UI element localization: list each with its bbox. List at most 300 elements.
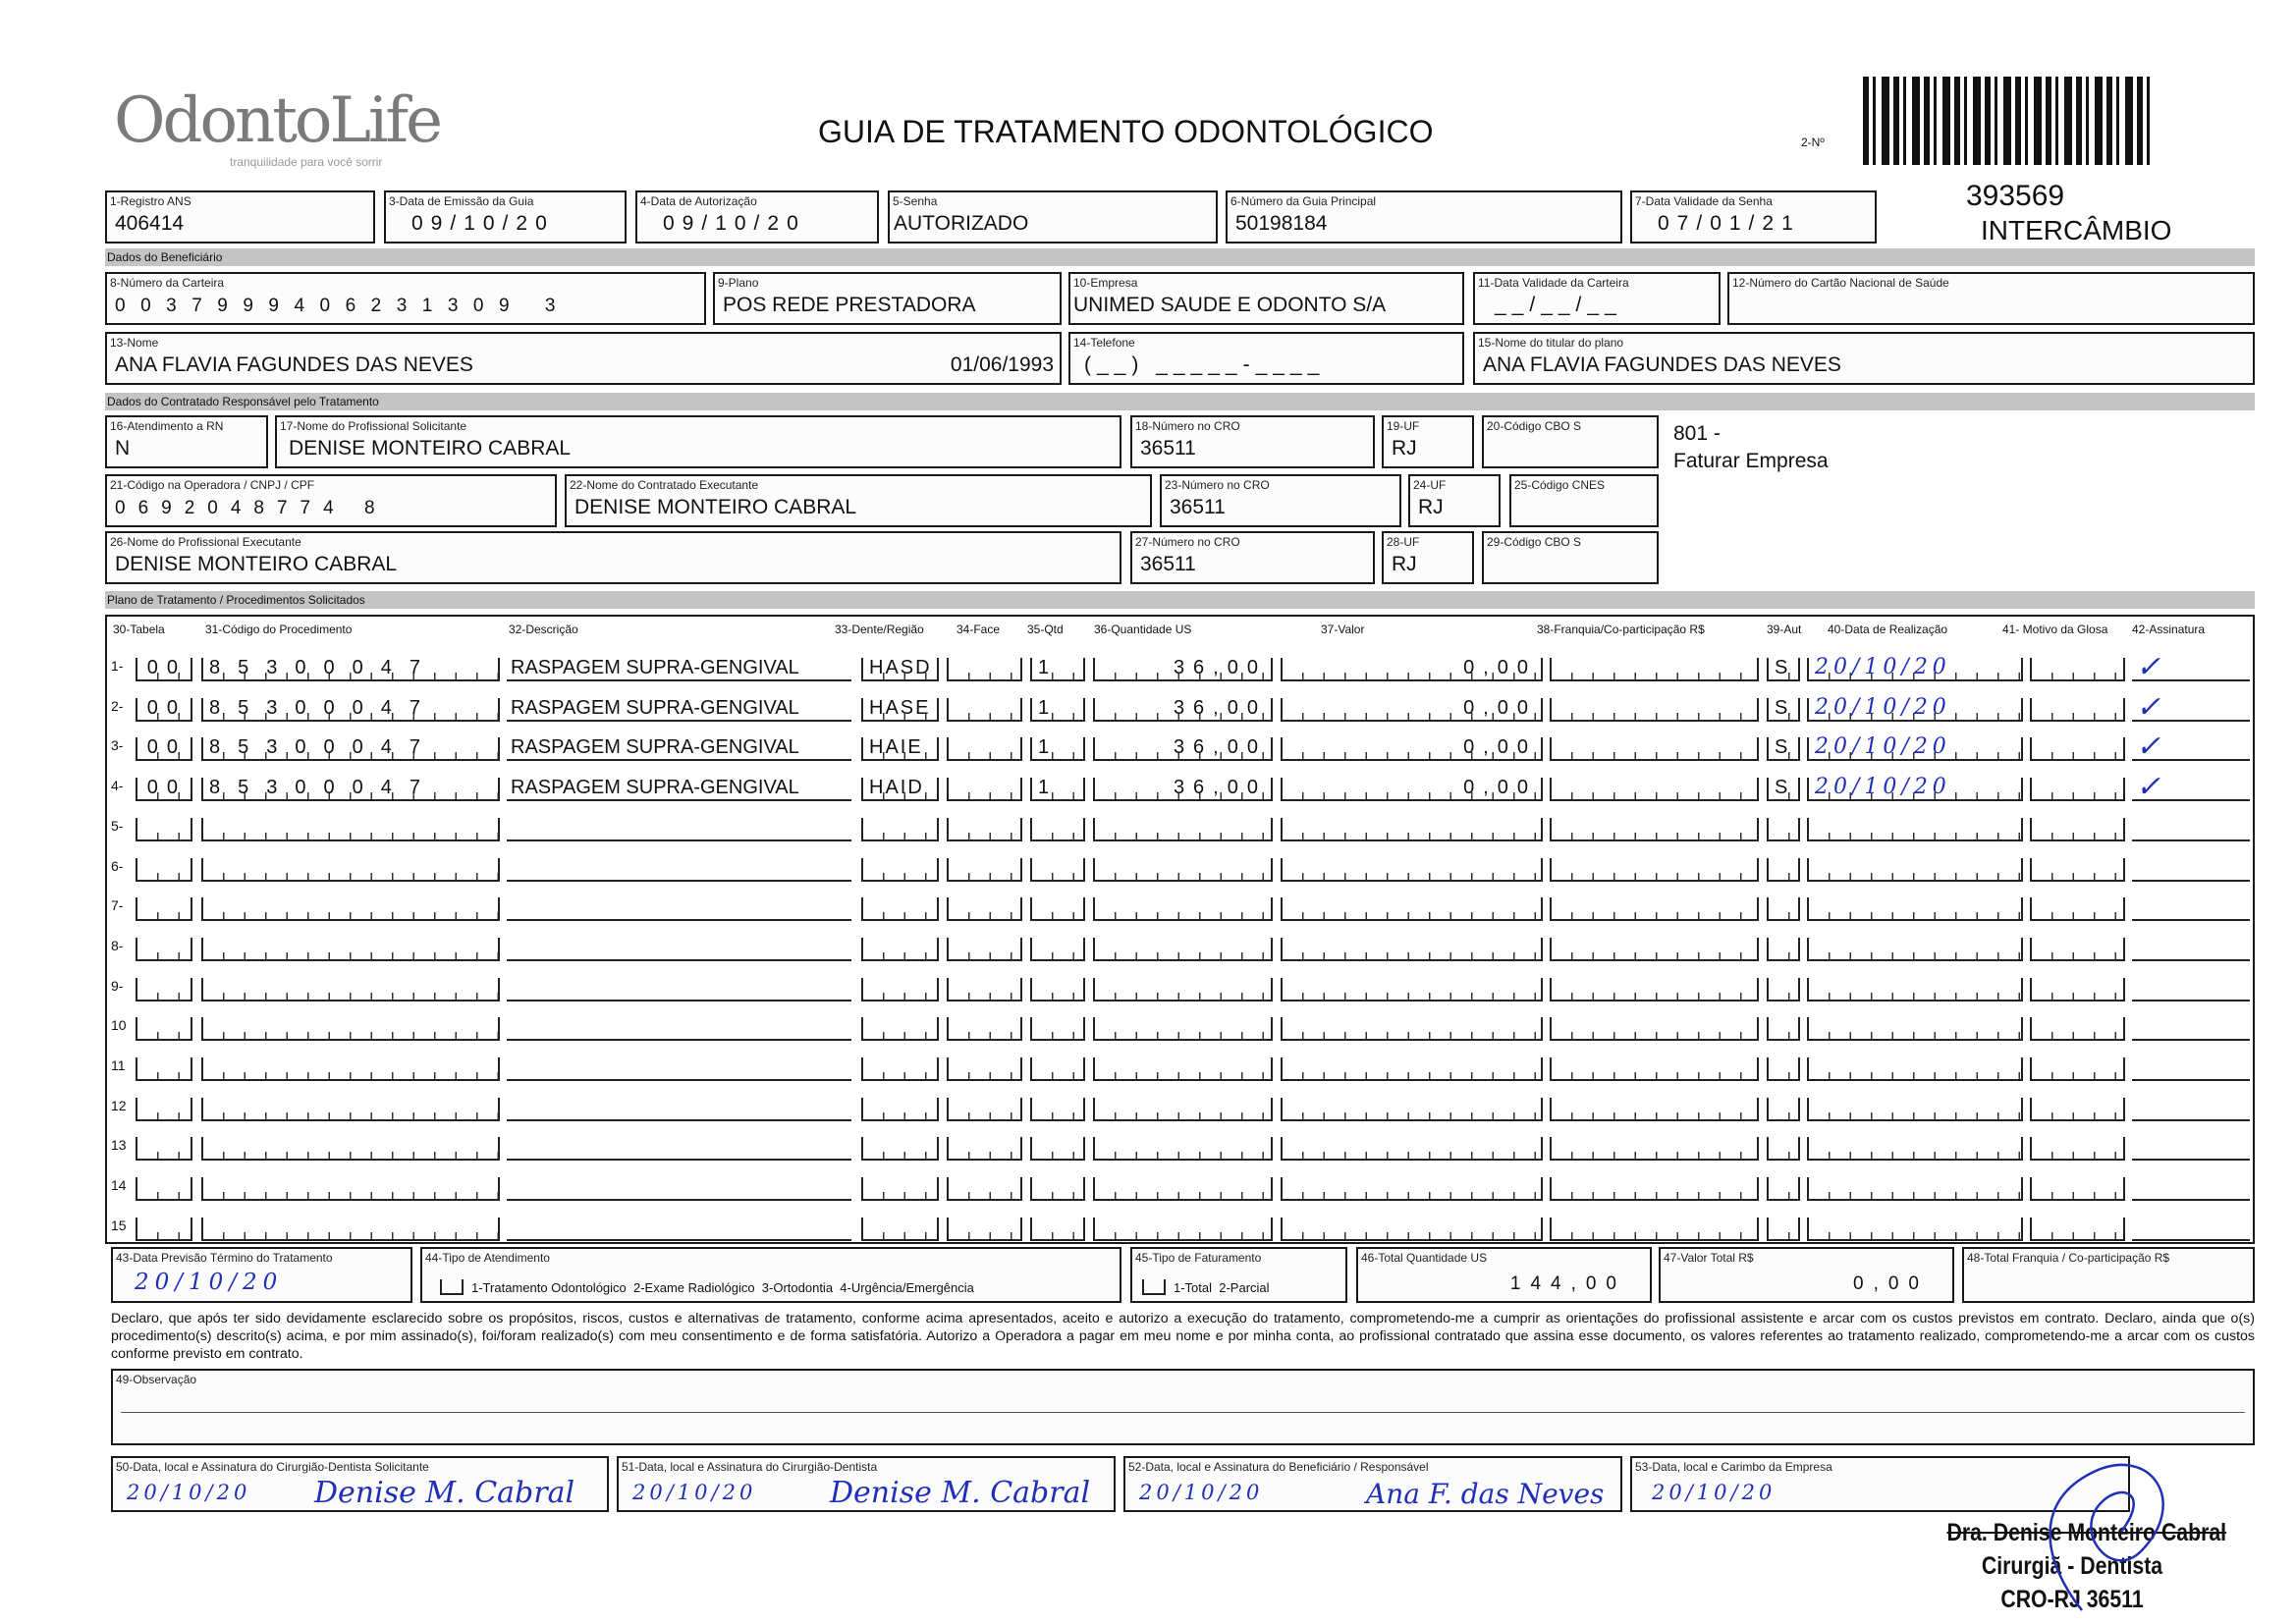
cell-motivo[interactable]: [2030, 658, 2125, 681]
cell-aut[interactable]: [1767, 1177, 1800, 1201]
faturar-text: Faturar Empresa: [1673, 450, 1829, 472]
cell-data[interactable]: [1807, 1057, 2023, 1081]
cell-aut[interactable]: [1767, 978, 1800, 1001]
cell-codigo[interactable]: [201, 737, 500, 761]
cell-data[interactable]: [1807, 775, 2023, 801]
cell-franquia[interactable]: [1550, 1057, 1759, 1081]
cell-face[interactable]: [947, 978, 1022, 1001]
cell-qtd[interactable]: [1030, 1177, 1085, 1201]
cell-valor[interactable]: [1281, 658, 1543, 681]
row-number: 13: [111, 1137, 127, 1154]
cell-descricao[interactable]: [507, 897, 851, 921]
numero-carteira-field[interactable]: 8-Número da Carteira 0037999406231309 3: [105, 272, 706, 325]
assinatura-solicitante-field[interactable]: 50-Data, local e Assinatura do Cirurgião-Dentista Solicitante 20/10/20 Denise M. Cabral: [111, 1456, 609, 1512]
column-header: 35-Qtd: [1027, 623, 1064, 636]
cell-valor[interactable]: [1281, 737, 1543, 761]
cell-face[interactable]: [947, 698, 1022, 722]
cell-dente[interactable]: [861, 938, 939, 961]
cell-codigo[interactable]: [201, 1137, 500, 1161]
cell-data[interactable]: [1807, 1137, 2023, 1161]
row-number: 2-: [111, 697, 124, 714]
cell-data[interactable]: [1807, 897, 2023, 921]
cell-aut[interactable]: [1767, 858, 1800, 882]
cell-tabela[interactable]: [136, 1218, 192, 1241]
cell-codigo[interactable]: [201, 1177, 500, 1201]
cell-tabela[interactable]: [136, 818, 192, 841]
cell-data[interactable]: [1807, 1218, 2023, 1241]
cell-data[interactable]: [1807, 1017, 2023, 1041]
cell-franquia[interactable]: [1550, 858, 1759, 882]
cell-dente[interactable]: [861, 1137, 939, 1161]
cell-assinatura[interactable]: [2132, 938, 2250, 961]
cell-codigo[interactable]: [201, 897, 500, 921]
column-header: 41- Motivo da Glosa: [2002, 623, 2108, 636]
descricao-value: RASPAGEM SUPRA-GENGIVAL: [511, 657, 799, 678]
guia-principal-field[interactable]: 6-Número da Guia Principal 50198184: [1226, 190, 1622, 244]
cell-motivo[interactable]: [2030, 778, 2125, 801]
cell-qtd[interactable]: [1030, 1057, 1085, 1081]
cell-qtd[interactable]: [1030, 858, 1085, 882]
uf-executante-field[interactable]: 28-UF RJ: [1382, 531, 1474, 584]
codigo-value: 85300047: [209, 696, 438, 719]
cell-aut[interactable]: [1767, 818, 1800, 841]
cell-qtd[interactable]: [1030, 1098, 1085, 1121]
cnes-field[interactable]: 25-Código CNES: [1509, 474, 1659, 527]
senha-field[interactable]: 5-Senha AUTORIZADO: [888, 190, 1218, 244]
cell-franquia[interactable]: [1550, 818, 1759, 841]
data-value: 20/10/20: [1815, 694, 1951, 720]
cell-us[interactable]: [1093, 778, 1273, 801]
uf-solicitante-field[interactable]: 19-UF RJ: [1382, 415, 1474, 468]
cbo-executante-field[interactable]: 29-Código CBO S: [1482, 531, 1659, 584]
cell-us[interactable]: [1093, 698, 1273, 722]
cell-tabela[interactable]: [136, 698, 192, 722]
cell-dente[interactable]: [861, 1177, 939, 1201]
cell-descricao[interactable]: [507, 1137, 851, 1161]
row-number: 9-: [111, 977, 124, 994]
cell-codigo[interactable]: [201, 1098, 500, 1121]
cell-franquia[interactable]: [1550, 1218, 1759, 1241]
tabela-value: 00: [146, 736, 187, 759]
cell-motivo[interactable]: [2030, 1098, 2125, 1121]
cell-codigo[interactable]: [201, 698, 500, 722]
qtd-value: 1: [1038, 777, 1052, 799]
valor-value: 0,00: [1463, 657, 1537, 678]
cell-aut[interactable]: [1767, 778, 1800, 801]
birth-date: 01/06/1993: [950, 353, 1054, 376]
cell-tabela[interactable]: [136, 1137, 192, 1161]
qtd-value: 1: [1038, 736, 1052, 759]
cell-franquia[interactable]: [1550, 658, 1759, 681]
plano-field[interactable]: 9-Plano POS REDE PRESTADORA: [713, 272, 1062, 325]
cell-valor[interactable]: [1281, 938, 1543, 961]
cell-valor[interactable]: [1281, 698, 1543, 722]
cell-tabela[interactable]: [136, 978, 192, 1001]
row-number: 11: [111, 1057, 126, 1073]
cell-descricao[interactable]: [507, 978, 851, 1001]
codigo-value: 85300047: [209, 777, 438, 799]
cell-dente[interactable]: [861, 1218, 939, 1241]
cell-face[interactable]: [947, 658, 1022, 681]
cell-franquia[interactable]: [1550, 897, 1759, 921]
cell-qtd[interactable]: [1030, 818, 1085, 841]
cell-franquia[interactable]: [1550, 1098, 1759, 1121]
nome-field[interactable]: 13-Nome ANA FLAVIA FAGUNDES DAS NEVES 01/06/1993: [105, 332, 1062, 385]
cell-aut[interactable]: [1767, 1057, 1800, 1081]
procedures-table: [105, 615, 2255, 1244]
cell-codigo[interactable]: [201, 818, 500, 841]
signature-dentista: Denise M. Cabral: [830, 1476, 1091, 1510]
us-value: 36,00: [1173, 777, 1267, 799]
column-header: 34-Face: [957, 623, 1001, 636]
declaration-text: Declaro, que após ter sido devidamente esclarecido sobre os propósitos, riscos, custos e alternativas de tratamento, conforme acima apresentados, aceito e autorizo a execução do tratamento, comprometendo-me a cumprir as orientações do profissional assistente e arcar com os custos previstos em contrato. Declaro, ainda que o(s) procedimento(s) descrito(s) acima, e por mim assinado(s), foi/foram realizado(s) com meu consentimento e de forma satisfatória. Autorizo a Operadora a pagar em meu nome e por minha conta, ao profissional contratado que assina esse documento, os valores referentes ao tratamento realizado, comprometendo-me a arcar com os custos conforme previsto em contrato.: [111, 1311, 2255, 1362]
cell-aut[interactable]: [1767, 1218, 1800, 1241]
cell-dente[interactable]: [861, 818, 939, 841]
cro-executante-field[interactable]: 27-Número no CRO 36511: [1130, 531, 1375, 584]
cell-dente[interactable]: [861, 778, 939, 801]
cro-solicitante-field[interactable]: 18-Número no CRO 36511: [1130, 415, 1375, 468]
cell-assinatura[interactable]: [2132, 1137, 2250, 1161]
cell-codigo[interactable]: [201, 858, 500, 882]
cell-us[interactable]: [1093, 978, 1273, 1001]
cell-data[interactable]: [1807, 694, 2023, 722]
cell-franquia[interactable]: [1550, 1177, 1759, 1201]
titular-plano-field[interactable]: 15-Nome do titular do plano ANA FLAVIA FAGUNDES DAS NEVES: [1473, 332, 2255, 385]
cell-descricao[interactable]: [507, 818, 851, 841]
codigo-value: 85300047: [209, 657, 438, 678]
cell-tabela[interactable]: [136, 897, 192, 921]
cell-motivo[interactable]: [2030, 698, 2125, 722]
descricao-value: RASPAGEM SUPRA-GENGIVAL: [511, 777, 799, 799]
cell-descricao[interactable]: [507, 858, 851, 882]
cell-valor[interactable]: [1281, 1098, 1543, 1121]
row-number: 12: [111, 1097, 127, 1113]
cell-dente[interactable]: [861, 978, 939, 1001]
row-number: 3-: [111, 737, 124, 754]
guia-number: 393569: [1966, 180, 2065, 212]
cell-dente[interactable]: [861, 897, 939, 921]
cell-tabela[interactable]: [136, 658, 192, 681]
cell-codigo[interactable]: [201, 778, 500, 801]
column-header: 39-Aut: [1767, 623, 1802, 636]
procedure-row: [107, 1084, 2248, 1123]
cell-aut[interactable]: [1767, 1098, 1800, 1121]
valor-total-field[interactable]: 47-Valor Total R$ 0,00: [1659, 1247, 1954, 1303]
row-number: 10: [111, 1017, 127, 1034]
barcode: [1863, 77, 2153, 165]
observacao-field[interactable]: 49-Observação: [111, 1369, 2255, 1445]
valor-value: 0,00: [1463, 736, 1537, 759]
cell-motivo[interactable]: [2030, 1057, 2125, 1081]
cell-us[interactable]: [1093, 938, 1273, 961]
cell-franquia[interactable]: [1550, 778, 1759, 801]
cell-franquia[interactable]: [1550, 737, 1759, 761]
cell-franquia[interactable]: [1550, 1137, 1759, 1161]
cell-qtd[interactable]: [1030, 1218, 1085, 1241]
cell-descricao[interactable]: [507, 1057, 851, 1081]
cell-qtd[interactable]: [1030, 737, 1085, 761]
cell-aut[interactable]: [1767, 737, 1800, 761]
cell-face[interactable]: [947, 1098, 1022, 1121]
telefone-field[interactable]: 14-Telefone (__) _____-____: [1068, 332, 1464, 385]
tipo-faturamento-checkbox[interactable]: [1142, 1279, 1166, 1295]
cell-tabela[interactable]: [136, 737, 192, 761]
cell-valor[interactable]: [1281, 1057, 1543, 1081]
assinatura-value: ✓: [2136, 689, 2161, 725]
cell-us[interactable]: [1093, 1098, 1273, 1121]
cell-face[interactable]: [947, 897, 1022, 921]
cell-qtd[interactable]: [1030, 897, 1085, 921]
cell-data[interactable]: [1807, 1098, 2023, 1121]
registro-ans-field[interactable]: 1-Registro ANS 406414: [105, 190, 375, 244]
cell-motivo[interactable]: [2030, 938, 2125, 961]
cell-assinatura[interactable]: [2132, 1177, 2250, 1201]
cell-face[interactable]: [947, 938, 1022, 961]
procedure-row: [107, 764, 2248, 803]
tabela-value: 00: [146, 777, 187, 799]
column-header: 33-Dente/Região: [835, 623, 924, 636]
cell-descricao[interactable]: [507, 737, 851, 761]
cell-aut[interactable]: [1767, 1137, 1800, 1161]
procedure-row: [107, 884, 2248, 923]
cell-data[interactable]: [1807, 818, 2023, 841]
cbo-solicitante-field[interactable]: 20-Código CBO S: [1482, 415, 1659, 468]
cell-data[interactable]: [1807, 858, 2023, 882]
cell-descricao[interactable]: [507, 938, 851, 961]
cell-assinatura[interactable]: [2132, 818, 2250, 841]
cell-assinatura[interactable]: [2132, 770, 2250, 805]
cell-motivo[interactable]: [2030, 818, 2125, 841]
cell-motivo[interactable]: [2030, 858, 2125, 882]
carimbo-empresa-field[interactable]: 53-Data, local e Carimbo da Empresa 20/10/20: [1630, 1456, 2130, 1512]
tipo-faturamento-field[interactable]: 45-Tipo de Faturamento 1-Total 2-Parcial: [1130, 1247, 1347, 1303]
cell-codigo[interactable]: [201, 658, 500, 681]
cell-assinatura[interactable]: [2132, 1098, 2250, 1121]
cell-motivo[interactable]: [2030, 978, 2125, 1001]
cell-face[interactable]: [947, 737, 1022, 761]
cell-descricao[interactable]: [507, 778, 851, 801]
cell-face[interactable]: [947, 858, 1022, 882]
cell-franquia[interactable]: [1550, 698, 1759, 722]
cell-face[interactable]: [947, 1137, 1022, 1161]
cell-motivo[interactable]: [2030, 897, 2125, 921]
cell-codigo[interactable]: [201, 938, 500, 961]
cell-qtd[interactable]: [1030, 978, 1085, 1001]
validade-carteira-field[interactable]: 11-Data Validade da Carteira __/__/__: [1473, 272, 1721, 325]
cell-qtd[interactable]: [1030, 698, 1085, 722]
cell-data[interactable]: [1807, 938, 2023, 961]
cell-us[interactable]: [1093, 818, 1273, 841]
cell-face[interactable]: [947, 1057, 1022, 1081]
cell-us[interactable]: [1093, 1218, 1273, 1241]
descricao-value: RASPAGEM SUPRA-GENGIVAL: [511, 736, 799, 759]
profissional-executante-field[interactable]: 26-Nome do Profissional Executante DENISE MONTEIRO CABRAL: [105, 531, 1121, 584]
cell-codigo[interactable]: [201, 978, 500, 1001]
cell-codigo[interactable]: [201, 1057, 500, 1081]
cell-assinatura[interactable]: [2132, 689, 2250, 725]
cell-valor[interactable]: [1281, 858, 1543, 882]
cell-us[interactable]: [1093, 737, 1273, 761]
cell-valor[interactable]: [1281, 897, 1543, 921]
cell-us[interactable]: [1093, 897, 1273, 921]
cell-dente[interactable]: [861, 1098, 939, 1121]
cell-descricao[interactable]: [507, 658, 851, 681]
valor-value: 0,00: [1463, 696, 1537, 719]
column-header: 38-Franquia/Co-participação R$: [1537, 623, 1705, 636]
tabela-value: 00: [146, 657, 187, 678]
validade-senha-field[interactable]: 7-Data Validade da Senha 07/01/21: [1630, 190, 1877, 244]
cell-face[interactable]: [947, 778, 1022, 801]
row-number: 6-: [111, 857, 124, 874]
cell-tabela[interactable]: [136, 1017, 192, 1041]
cell-aut[interactable]: [1767, 698, 1800, 722]
cell-us[interactable]: [1093, 658, 1273, 681]
cell-codigo[interactable]: [201, 1017, 500, 1041]
cell-valor[interactable]: [1281, 1177, 1543, 1201]
cell-descricao[interactable]: [507, 1218, 851, 1241]
cell-tabela[interactable]: [136, 1177, 192, 1201]
data-emissao-field[interactable]: 3-Data de Emissão da Guia 09/10/20: [384, 190, 627, 244]
cell-tabela[interactable]: [136, 858, 192, 882]
cell-assinatura[interactable]: [2132, 1017, 2250, 1041]
cro-contratado-field[interactable]: 23-Número no CRO 36511: [1160, 474, 1401, 527]
cell-qtd[interactable]: [1030, 658, 1085, 681]
row-number: 7-: [111, 897, 124, 914]
cell-dente[interactable]: [861, 1017, 939, 1041]
cell-dente[interactable]: [861, 737, 939, 761]
cell-face[interactable]: [947, 818, 1022, 841]
row-number: 4-: [111, 778, 124, 794]
aut-value: S: [1775, 777, 1790, 799]
assinatura-value: ✓: [2136, 730, 2161, 765]
row-number: 5-: [111, 817, 124, 834]
cell-franquia[interactable]: [1550, 978, 1759, 1001]
cell-data[interactable]: [1807, 655, 2023, 681]
aut-value: S: [1775, 657, 1790, 678]
aut-value: S: [1775, 736, 1790, 759]
cell-valor[interactable]: [1281, 978, 1543, 1001]
cell-tabela[interactable]: [136, 938, 192, 961]
procedure-row: [107, 1044, 2248, 1083]
cell-assinatura[interactable]: [2132, 1218, 2250, 1241]
cell-valor[interactable]: [1281, 1218, 1543, 1241]
cell-tabela[interactable]: [136, 1098, 192, 1121]
cell-motivo[interactable]: [2030, 1177, 2125, 1201]
tipo-atendimento-checkbox[interactable]: [440, 1279, 464, 1295]
row-number: 15: [111, 1217, 127, 1233]
total-quantidade-us-field[interactable]: 46-Total Quantidade US 144,00: [1356, 1247, 1652, 1303]
cell-qtd[interactable]: [1030, 778, 1085, 801]
procedure-row: [107, 644, 2248, 683]
tipo-atendimento-field[interactable]: 44-Tipo de Atendimento 1-Tratamento Odontológico 2-Exame Radiológico 3-Ortodontia 4-Urgência/Emergência: [420, 1247, 1121, 1303]
cell-face[interactable]: [947, 1218, 1022, 1241]
qtd-value: 1: [1038, 696, 1052, 719]
cell-assinatura[interactable]: [2132, 897, 2250, 921]
cell-tabela[interactable]: [136, 778, 192, 801]
valor-value: 0,00: [1463, 777, 1537, 799]
cell-descricao[interactable]: [507, 1098, 851, 1121]
qtd-value: 1: [1038, 657, 1052, 678]
cell-qtd[interactable]: [1030, 938, 1085, 961]
guia-number-label: 2-Nº: [1801, 135, 1825, 149]
data-previsao-field[interactable]: 43-Data Previsão Término do Tratamento 20/10/20: [111, 1247, 412, 1303]
cell-assinatura[interactable]: [2132, 978, 2250, 1001]
contratado-executante-field[interactable]: 22-Nome do Contratado Executante DENISE MONTEIRO CABRAL: [565, 474, 1152, 527]
cell-descricao[interactable]: [507, 1177, 851, 1201]
data-value: 20/10/20: [1815, 775, 1951, 800]
cell-dente[interactable]: [861, 1057, 939, 1081]
cell-motivo[interactable]: [2030, 737, 2125, 761]
cell-face[interactable]: [947, 1177, 1022, 1201]
cell-aut[interactable]: [1767, 897, 1800, 921]
cell-aut[interactable]: [1767, 658, 1800, 681]
cell-valor[interactable]: [1281, 818, 1543, 841]
cell-data[interactable]: [1807, 1177, 2023, 1201]
signature-beneficiario: Ana F. das Neves: [1366, 1478, 1605, 1510]
faturar-code: 801 -: [1673, 422, 1721, 445]
uf-contratado-field[interactable]: 24-UF RJ: [1408, 474, 1501, 527]
cell-dente[interactable]: [861, 858, 939, 882]
cell-aut[interactable]: [1767, 1017, 1800, 1041]
cell-us[interactable]: [1093, 858, 1273, 882]
cell-us[interactable]: [1093, 1057, 1273, 1081]
cell-valor[interactable]: [1281, 1137, 1543, 1161]
cell-tabela[interactable]: [136, 1057, 192, 1081]
cell-data[interactable]: [1807, 978, 2023, 1001]
cell-valor[interactable]: [1281, 1017, 1543, 1041]
cell-us[interactable]: [1093, 1017, 1273, 1041]
cell-data[interactable]: [1807, 734, 2023, 761]
data-value: 20/10/20: [1815, 655, 1951, 679]
document-title: GUIA DE TRATAMENTO ODONTOLÓGICO: [818, 114, 1434, 149]
cell-motivo[interactable]: [2030, 1218, 2125, 1241]
assinatura-beneficiario-field[interactable]: 52-Data, local e Assinatura do Beneficiário / Responsável 20/10/20 Ana F. das Neves: [1123, 1456, 1622, 1512]
cell-motivo[interactable]: [2030, 1017, 2125, 1041]
cell-descricao[interactable]: [507, 698, 851, 722]
cell-motivo[interactable]: [2030, 1137, 2125, 1161]
cell-assinatura[interactable]: [2132, 1057, 2250, 1081]
cell-valor[interactable]: [1281, 778, 1543, 801]
cell-codigo[interactable]: [201, 1218, 500, 1241]
assinatura-dentista-field[interactable]: 51-Data, local e Assinatura do Cirurgião-Dentista 20/10/20 Denise M. Cabral: [617, 1456, 1116, 1512]
cell-franquia[interactable]: [1550, 1017, 1759, 1041]
procedure-row: [107, 1123, 2248, 1163]
cell-qtd[interactable]: [1030, 1017, 1085, 1041]
cell-assinatura[interactable]: [2132, 858, 2250, 882]
us-value: 36,00: [1173, 736, 1267, 759]
cell-us[interactable]: [1093, 1137, 1273, 1161]
cell-aut[interactable]: [1767, 938, 1800, 961]
cell-assinatura[interactable]: [2132, 650, 2250, 684]
cell-us[interactable]: [1093, 1177, 1273, 1201]
cell-franquia[interactable]: [1550, 938, 1759, 961]
atendimento-rn-field[interactable]: 16-Atendimento a RN N: [105, 415, 268, 468]
procedure-row: [107, 804, 2248, 843]
cell-dente[interactable]: [861, 698, 939, 722]
dente-value: HAIE: [869, 736, 923, 759]
cell-dente[interactable]: [861, 658, 939, 681]
codigo-operadora-field[interactable]: 21-Código na Operadora / CNPJ / CPF 0692048774 8: [105, 474, 557, 527]
empresa-field[interactable]: 10-Empresa UNIMED SAUDE E ODONTO S/A: [1068, 272, 1464, 325]
profissional-solicitante-field[interactable]: 17-Nome do Profissional Solicitante DENISE MONTEIRO CABRAL: [275, 415, 1121, 468]
cartao-nacional-saude-field[interactable]: 12-Número do Cartão Nacional de Saúde: [1727, 272, 2255, 325]
cell-descricao[interactable]: [507, 1017, 851, 1041]
cell-face[interactable]: [947, 1017, 1022, 1041]
cell-qtd[interactable]: [1030, 1137, 1085, 1161]
total-franquia-field[interactable]: 48-Total Franquia / Co-participação R$: [1962, 1247, 2255, 1303]
data-autorizacao-field[interactable]: 4-Data de Autorização 09/10/20: [635, 190, 879, 244]
cell-assinatura[interactable]: [2132, 730, 2250, 765]
